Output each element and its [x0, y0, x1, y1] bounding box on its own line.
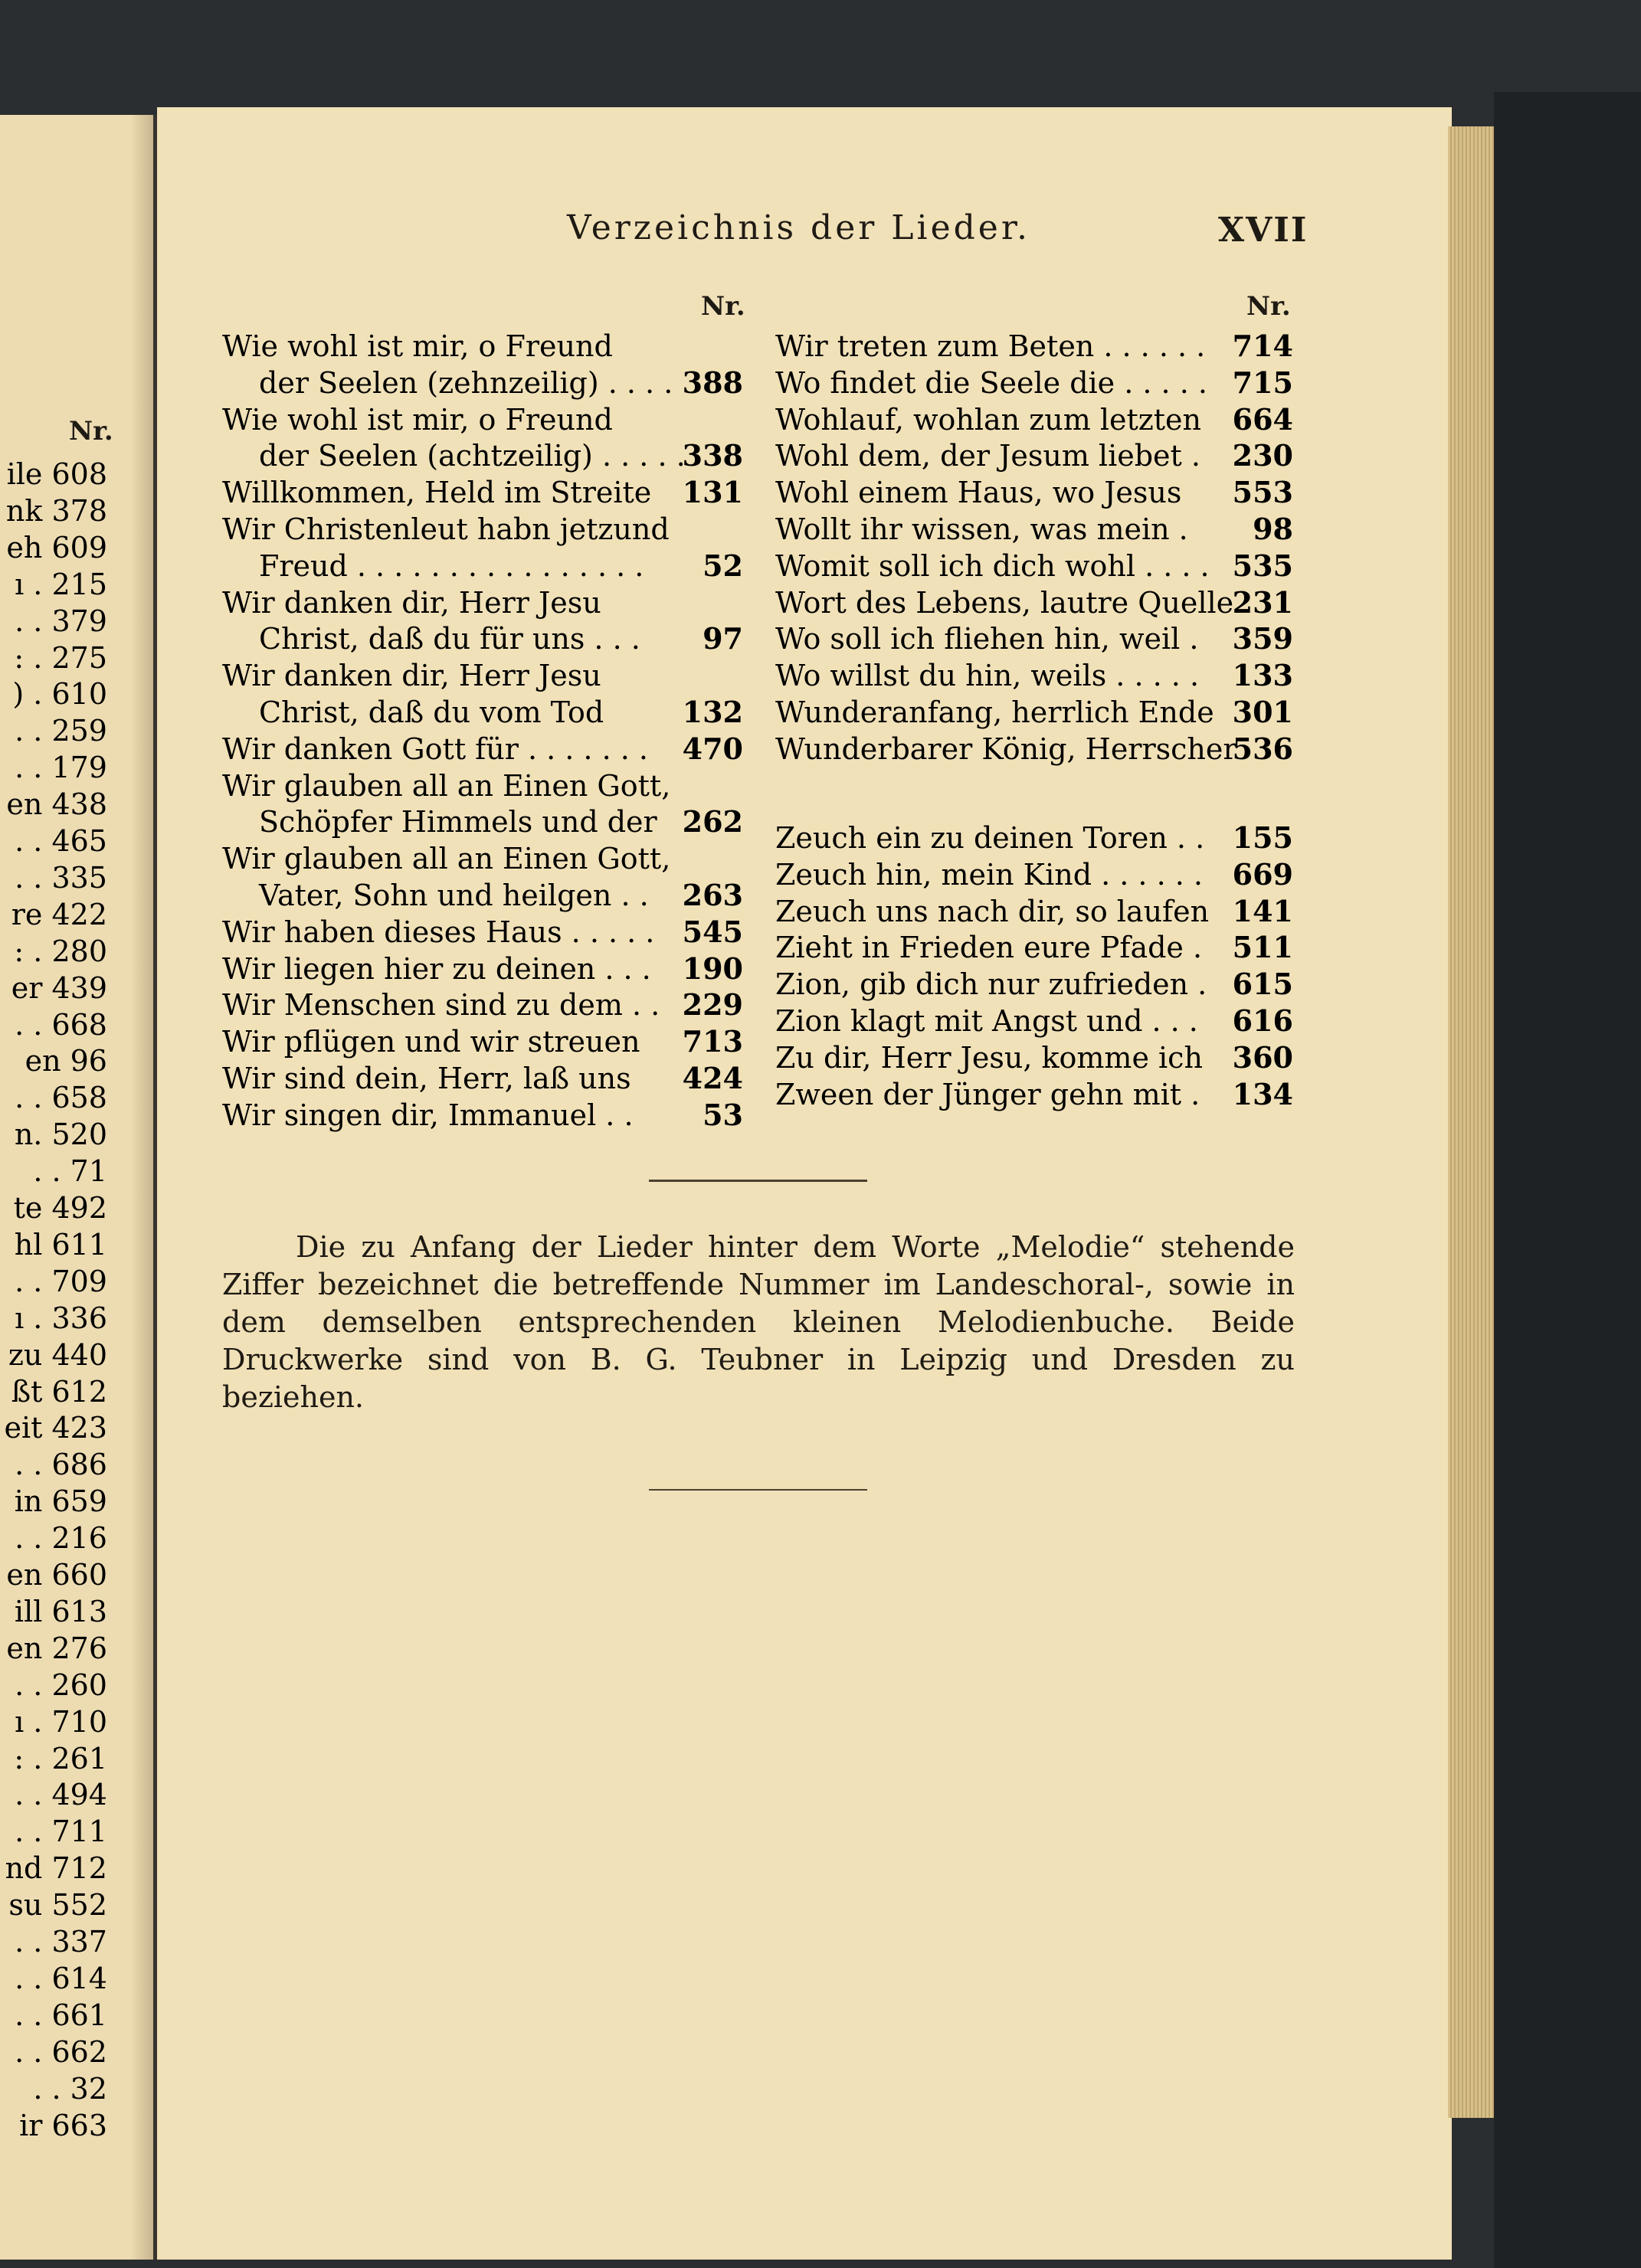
entry-title: der Seelen (zehnzeilig) . . . . — [259, 365, 673, 400]
left-page-entry-fragment: hl 611 — [14, 1227, 107, 1262]
entry-number: 470 — [682, 731, 743, 766]
left-page-entry-fragment: ı . 215 — [15, 567, 107, 601]
entry-number: 229 — [682, 987, 743, 1023]
left-page-entry-fragment: ı . 336 — [15, 1301, 107, 1335]
page-number: XVII — [1218, 211, 1309, 250]
left-page-entry-fragment: en 276 — [6, 1631, 107, 1665]
entry-title: Wir treten zum Beten . . . . . . — [775, 329, 1206, 363]
left-page-entry-fragment: . . 661 — [15, 1998, 107, 2032]
index-entry — [222, 1097, 743, 1134]
index-entry — [775, 856, 1293, 893]
entry-title: Wie wohl ist mir, o Freund — [222, 329, 613, 363]
left-page-entry-fragment: ı . 710 — [15, 1704, 107, 1739]
left-page-entry-fragment: nd 712 — [5, 1851, 107, 1886]
left-page-entry-fragment: . . 668 — [15, 1007, 107, 1042]
index-entry — [222, 694, 743, 731]
entry-title: Wort des Lebens, lautre Quelle — [775, 585, 1234, 620]
entry-title: Wir Christenleut habn jetzund — [222, 512, 670, 546]
entry-number: 301 — [1232, 695, 1293, 729]
left-page-entry-fragment: . . 614 — [15, 1961, 107, 1995]
index-entry — [222, 840, 743, 877]
entry-number: 669 — [1232, 856, 1293, 892]
entry-title: Wir pflügen und wir streuen — [222, 1025, 640, 1059]
left-page-entry-fragment: in 659 — [14, 1484, 107, 1519]
entry-title: Zeuch hin, mein Kind . . . . . . — [775, 857, 1203, 892]
left-page-entry-fragment: : . 261 — [14, 1741, 107, 1775]
entry-title: Wir Menschen sind zu dem . . — [222, 988, 660, 1023]
index-entry — [222, 803, 743, 840]
index-entry — [222, 951, 743, 987]
index-entry — [775, 401, 1293, 438]
left-page-entry-fragment: . . 379 — [15, 604, 107, 638]
entry-number: 262 — [682, 804, 743, 839]
left-page-entry-fragment: n. 520 — [14, 1118, 107, 1152]
entry-title: Wir glauben all an Einen Gott, — [222, 768, 671, 803]
entry-title: Wir sind dein, Herr, laß uns — [222, 1062, 631, 1095]
entry-title: Wir danken dir, Herr Jesu — [222, 585, 601, 620]
index-entry — [775, 893, 1293, 930]
index-entry — [775, 731, 1293, 767]
entry-title: Womit soll ich dich wohl . . . . — [775, 548, 1210, 583]
index-entry — [775, 474, 1293, 511]
entry-number: 190 — [682, 951, 743, 986]
left-page-entry-fragment: . . 259 — [15, 714, 107, 748]
index-entry — [222, 584, 743, 621]
left-page-entry-fragment: . . 494 — [15, 1778, 107, 1812]
entry-title: Wir glauben all an Einen Gott, — [222, 842, 671, 876]
entry-title: Vater, Sohn und heilgen . . — [259, 879, 649, 912]
left-page-entry-fragment: . . 179 — [15, 751, 107, 785]
entry-number: 511 — [1232, 930, 1293, 965]
left-page-entry-fragment: . . 216 — [15, 1521, 107, 1556]
index-entry — [775, 437, 1293, 474]
entry-title: Zween der Jünger gehn mit . — [775, 1077, 1200, 1111]
entry-title: Wunderbarer König, Herrscher — [775, 731, 1237, 766]
entry-number: 134 — [1232, 1076, 1293, 1111]
index-entry — [222, 328, 743, 365]
entry-number: 133 — [1232, 658, 1293, 693]
index-entry — [775, 929, 1293, 966]
entry-title: Zieht in Frieden eure Pfade . — [775, 931, 1203, 965]
entry-number: 714 — [1232, 329, 1293, 363]
book-cover — [1494, 92, 1641, 2268]
entry-number: 713 — [682, 1024, 743, 1059]
left-page-entry-fragment: . . 662 — [15, 2034, 107, 2069]
entry-title: Zion, gib dich nur zufrieden . — [775, 967, 1207, 1002]
index-entry — [775, 694, 1293, 731]
index-entry — [222, 914, 743, 951]
entry-title: Wir danken dir, Herr Jesu — [222, 659, 601, 693]
entry-title: Wir danken Gott für . . . . . . . — [222, 731, 648, 766]
index-entry — [222, 548, 743, 584]
left-page-entry-fragment: ir 663 — [19, 2108, 107, 2142]
entry-number: 715 — [1232, 365, 1293, 400]
index-entry — [775, 1003, 1293, 1039]
entry-number: 536 — [1232, 731, 1293, 766]
index-entry — [222, 620, 743, 657]
index-entry — [222, 987, 743, 1023]
entry-number: 359 — [1232, 621, 1293, 656]
left-page-entry-fragment: . . 711 — [15, 1815, 107, 1849]
entry-number: 616 — [1232, 1003, 1293, 1038]
entry-number: 388 — [682, 365, 743, 400]
left-page-entry-fragment: te 492 — [13, 1191, 107, 1225]
left-page-entry-fragment: eh 609 — [6, 530, 107, 565]
left-page-entry-fragment: en 438 — [6, 787, 107, 822]
entry-title: Zeuch uns nach dir, so laufen — [775, 894, 1210, 928]
entry-number: 141 — [1232, 893, 1293, 928]
entry-title: Christ, daß du vom Tod — [259, 695, 604, 729]
left-page-entry-fragment: su 552 — [8, 1888, 107, 1923]
left-page-entry-fragment: nk 378 — [5, 493, 107, 528]
entry-number: 553 — [1232, 475, 1293, 510]
gutter-shadow — [130, 115, 161, 2260]
entry-title: Zeuch ein zu deinen Toren . . — [775, 821, 1205, 855]
index-entry — [775, 584, 1293, 621]
entry-title: Zu dir, Herr Jesu, komme ich — [775, 1040, 1203, 1075]
entry-number: 338 — [682, 438, 743, 473]
entry-title: Wohl dem, der Jesum liebet . — [775, 439, 1200, 473]
entry-number: 155 — [1232, 820, 1293, 855]
entry-number: 231 — [1232, 584, 1293, 620]
index-entry — [775, 820, 1293, 856]
left-page-entry-fragment: er 439 — [11, 970, 107, 1005]
entry-number: 97 — [703, 621, 743, 656]
entry-title: Wo findet die Seele die . . . . . — [775, 365, 1207, 400]
col2-nr-label: Nr. — [1246, 291, 1291, 322]
index-entry — [222, 474, 743, 511]
entry-title: Wir haben dieses Haus . . . . . — [222, 915, 655, 949]
index-entry — [775, 657, 1293, 694]
index-entry — [775, 328, 1293, 365]
index-entry — [775, 1076, 1293, 1113]
left-page-entry-fragment: en 660 — [6, 1558, 107, 1592]
entry-title: Christ, daß du für uns . . . — [259, 622, 640, 656]
left-page-entry-fragment: zu 440 — [8, 1337, 107, 1372]
entry-number: 230 — [1232, 438, 1293, 473]
index-entry — [775, 1039, 1293, 1076]
index-entry — [775, 620, 1293, 657]
index-entry — [775, 966, 1293, 1003]
entry-number: 615 — [1232, 967, 1293, 1002]
index-entry — [222, 437, 743, 474]
left-page-entry-fragment: eit 423 — [4, 1411, 107, 1445]
left-page-entry-fragment: . . 709 — [15, 1264, 107, 1298]
separator-rule-2 — [649, 1489, 867, 1491]
index-entry — [222, 1060, 743, 1097]
left-page-entry-fragment: . . 337 — [15, 1925, 107, 1959]
index-entry — [775, 548, 1293, 584]
entry-title: Freud . . . . . . . . . . . . . . . . — [259, 548, 644, 583]
index-entry — [222, 401, 743, 438]
entry-title: Willkommen, Held im Streite — [222, 476, 652, 510]
entry-title: Schöpfer Himmels und der — [259, 805, 657, 839]
entry-number: 131 — [682, 475, 743, 510]
index-entry — [222, 1023, 743, 1060]
entry-title: Wir singen dir, Immanuel . . — [222, 1098, 634, 1132]
footnote — [222, 1229, 1295, 1416]
entry-number: 52 — [703, 548, 743, 583]
left-page-entry-fragment: . . 32 — [33, 2071, 107, 2106]
entry-title: Wollt ihr wissen, was mein . — [775, 512, 1188, 546]
left-page-entry-fragment: : . 275 — [14, 640, 107, 675]
left-page-entry-fragment: ßt 612 — [11, 1374, 107, 1409]
entry-title: Wo willst du hin, weils . . . . . — [775, 659, 1200, 693]
left-page-entry-fragment: ill 613 — [14, 1594, 107, 1628]
left-page-entry-fragment: . . 335 — [15, 860, 107, 895]
entry-number: 53 — [703, 1097, 743, 1132]
entry-number: 545 — [682, 914, 743, 949]
index-entry — [222, 657, 743, 694]
index-entry — [222, 365, 743, 401]
entry-number: 98 — [1253, 512, 1293, 546]
left-page-entry-fragment: . . 686 — [15, 1448, 107, 1482]
index-entry — [222, 511, 743, 548]
entry-title: Zion klagt mit Angst und . . . — [775, 1004, 1198, 1038]
entry-title: Wie wohl ist mir, o Freund — [222, 402, 613, 437]
left-page-entry-fragment: en 96 — [25, 1044, 107, 1078]
left-page-entry-fragment: : . 280 — [14, 934, 107, 968]
separator-rule-1 — [649, 1180, 867, 1182]
index-entry — [775, 365, 1293, 401]
index-entry — [775, 511, 1293, 548]
entry-number: 424 — [682, 1061, 743, 1095]
entry-number: 263 — [682, 878, 743, 912]
entry-title: Wohl einem Haus, wo Jesus — [775, 476, 1182, 510]
entry-title: Wir liegen hier zu deinen . . . — [222, 951, 651, 986]
left-page-entry-fragment: . . 465 — [15, 824, 107, 858]
entry-number: 360 — [1232, 1039, 1293, 1075]
left-page-entry-fragment: ile 608 — [6, 457, 107, 491]
entry-number: 535 — [1232, 548, 1293, 583]
entry-title: der Seelen (achtzeilig) . . . . . — [259, 439, 686, 473]
left-page-entry-fragment: ) . 610 — [12, 677, 107, 712]
page-edges — [1448, 126, 1494, 2118]
index-entry — [222, 767, 743, 804]
left-page-entry-fragment: re 422 — [11, 897, 107, 931]
entry-number: 132 — [682, 695, 743, 729]
left-nr-label: Nr. — [69, 416, 113, 447]
left-page-entry-fragment: . . 658 — [15, 1081, 107, 1115]
entry-number: 664 — [1232, 401, 1293, 437]
running-title: Verzeichnis der Lieder. — [567, 208, 1031, 247]
left-page-entry-fragment: . . 71 — [33, 1154, 107, 1189]
left-page-entry-fragment: . . 260 — [15, 1667, 107, 1702]
entry-title: Wo soll ich fliehen hin, weil . — [775, 622, 1199, 656]
footnote-text: Die zu Anfang der Lieder hinter dem Worte „Melodie“ stehende Ziffer bezeichnet die betreffende Nummer im Landeschoral-, sowie in dem demselben entsprechenden kleinen Melodienbuche. Beide Druckwerke sind von B. G. Teubner in Leipzig und Dresden zu beziehen. — [222, 1230, 1295, 1414]
col1-nr-label: Nr. — [701, 291, 745, 322]
index-entry — [222, 877, 743, 914]
index-entry — [222, 731, 743, 767]
entry-title: Wunderanfang, herrlich Ende — [775, 695, 1214, 729]
entry-title: Wohlauf, wohlan zum letzten — [775, 402, 1201, 437]
